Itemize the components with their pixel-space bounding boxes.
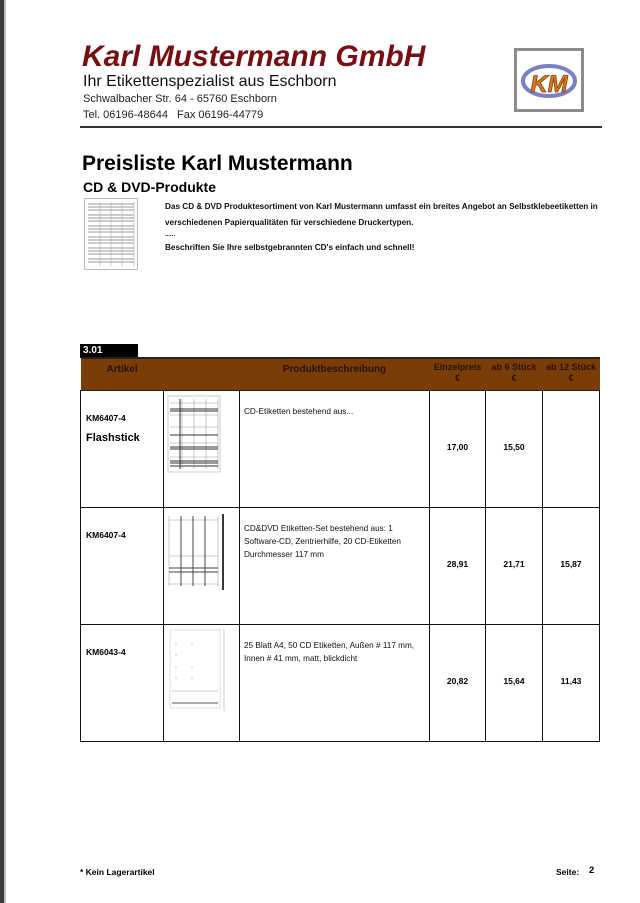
currency-symbol: €	[454, 373, 460, 383]
product-image-cell	[164, 625, 240, 742]
from6-price: 21,71	[503, 559, 525, 569]
price-table	[80, 357, 600, 742]
column-header-article: Artikel	[81, 358, 240, 391]
footnote: * Kein Lagerartikel	[80, 867, 155, 877]
km-logo-icon	[517, 51, 581, 109]
from6-price: 15,64	[503, 676, 525, 686]
window-left-edge-shadow	[4, 0, 6, 903]
currency-symbol: €	[511, 373, 517, 383]
product-image-cell	[164, 391, 240, 508]
currency-symbol: €	[568, 373, 574, 383]
from12-price: 11,43	[560, 676, 582, 686]
article-number: KM6043-4	[86, 647, 126, 657]
company-address: Schwalbacher Str. 64 - 65760 Eschborn	[83, 93, 277, 105]
from12-price-cell	[543, 625, 600, 742]
page-title: Preisliste Karl Mustermann	[82, 152, 353, 175]
unit-price-cell	[430, 508, 486, 625]
cd-label-sheet-icon	[164, 625, 240, 719]
article-name: Flashstick	[86, 432, 140, 444]
from12-price-cell	[543, 508, 600, 625]
table-row	[81, 625, 600, 742]
unit-price: 17,00	[446, 442, 469, 452]
page-subtitle: CD & DVD-Produkte	[83, 179, 217, 195]
intro-line: Beschriften Sie Ihre selbstgebrannten CD's einfach und schnell!	[165, 243, 415, 252]
section-number: 3.01	[80, 344, 138, 358]
from6-price-cell	[486, 391, 543, 508]
intro-line: verschiedenen Papierqualitäten für verschiedene Druckertypen.	[165, 217, 414, 227]
article-cell	[81, 625, 164, 742]
svg-text:KM: KM	[530, 71, 568, 98]
table-header-row	[81, 358, 600, 391]
article-number: KM6407-4	[86, 530, 126, 540]
product-image-cell	[164, 508, 240, 625]
article-number: KM6407-4	[86, 413, 126, 423]
label-sheet-grid-icon	[164, 391, 240, 485]
description-cell: CD-Etiketten bestehend aus...	[240, 391, 430, 508]
column-header-unit-price	[430, 358, 486, 391]
label-sheet-thumbnail-icon	[84, 198, 138, 270]
from6-price-cell	[486, 508, 543, 625]
unit-price: 28,91	[446, 559, 469, 569]
company-name: Karl Mustermann GmbH	[82, 40, 426, 73]
fax-number: Fax 06196-44779	[177, 109, 264, 121]
from6-price-cell	[486, 625, 543, 742]
column-header-from12-label: ab 12 Stück	[545, 362, 597, 372]
company-contact	[83, 109, 263, 121]
page-label: Seite:	[556, 867, 580, 877]
unit-price: 20,82	[446, 676, 469, 686]
column-header-from6	[486, 358, 543, 391]
table-row	[81, 508, 600, 625]
label-set-grid-icon	[164, 508, 240, 602]
table-row	[81, 391, 600, 508]
unit-price-cell	[430, 625, 486, 742]
from6-price: 15,50	[503, 442, 525, 452]
from12-price-cell	[543, 391, 600, 508]
from12-price: 15,87	[560, 559, 582, 569]
company-logo	[514, 48, 584, 112]
intro-line: ......	[165, 232, 176, 238]
description-cell: CD&DVD Etiketten-Set bestehend aus: 1 Software-CD, Zentrierhilfe, 20 CD-Etiketten Durchmesser 117 mm	[240, 508, 430, 625]
column-header-from6-label: ab 6 Stück	[491, 362, 537, 372]
article-cell	[81, 391, 164, 508]
unit-price-cell	[430, 391, 486, 508]
description-cell: 25 Blatt A4, 50 CD Etiketten, Außen # 117 mm, Innen # 41 mm, matt, blickdicht	[240, 625, 430, 742]
column-header-unit-price-label: Einzelpreis	[433, 362, 482, 372]
header-divider	[80, 126, 602, 128]
article-cell	[81, 508, 164, 625]
intro-paragraph	[165, 199, 615, 256]
company-tagline: Ihr Etikettenspezialist aus Eschborn	[83, 73, 337, 90]
page-number: 2	[589, 865, 595, 876]
column-header-description: Produktbeschreibung	[240, 358, 430, 391]
phone-number: Tel. 06196-48644	[83, 109, 169, 121]
intro-line: Das CD & DVD Produktesortiment von Karl Mustermann umfasst ein breites Angebot an Selbstklebeetiketten in	[165, 202, 598, 211]
column-header-from12	[543, 358, 600, 391]
